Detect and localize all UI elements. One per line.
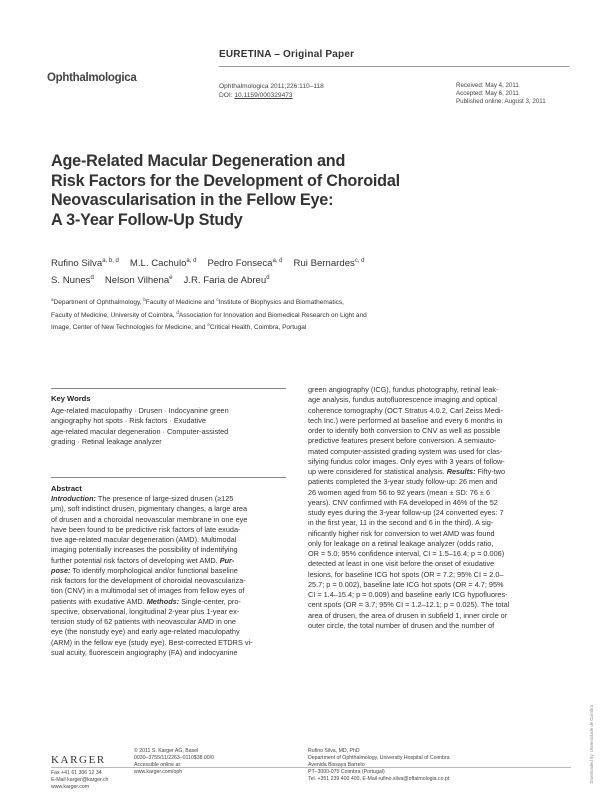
- keywords-bottom-rule: [51, 477, 286, 478]
- abstract-line: study eyes during the 3-year follow-up (24 converted eyes: 7: [308, 508, 504, 517]
- publisher-contact: [51, 770, 108, 791]
- download-note: Downloaded by: Universidade de Coimbra: [589, 705, 594, 784]
- keywords-line: age-related macular degeneration · Computer-assisted: [51, 426, 229, 436]
- issn-line: 0030–3755/11/2263–0110$38.00/0: [134, 755, 215, 762]
- author: Nelson Vilhena$^e$: [104, 275, 173, 287]
- abstract-line: (ARM) in the fellow eye (study eye). Best-corrected ETDRS vi-: [51, 637, 253, 647]
- author: Rufino Silva$^{a, b, d}$: [51, 258, 119, 270]
- abstract-line: CI = 1.4–15.4; p = 0.009) and baseline early ICG hypofluores-: [308, 590, 508, 599]
- abstract-line: imaging potentially increases the possibility of indentifying: [51, 545, 238, 555]
- contact-dept: Department of Ophthalmology, University Hospital of Coimbra: [308, 755, 450, 762]
- abstract-line: only for leakage on a retinal leakage analyzer (odds ratio,: [308, 538, 494, 548]
- abstract-line: spective, observational, longitudinal 2-year plus 1-year ex-: [51, 606, 240, 616]
- abstract-line: have been found to be predictive risk factors of late exuda-: [51, 524, 241, 534]
- affiliation-line: Image, Center of New Technologies for Medicine, and $^e$Critical Health, Coimbra, Portugal: [51, 322, 307, 332]
- publisher-logo: KARGER: [51, 754, 106, 766]
- abstract-line: sual acuity, fluorescein angiography (FA) and indocyanine: [51, 647, 238, 657]
- affiliation-line: Faculty of Medicine, University of Coimbra, $^d$Association for Innovation and Biomedical Research on Light and: [51, 309, 367, 319]
- title-line: Risk Factors for the Development of Choroidal: [51, 171, 400, 190]
- author: S. Nunes$^d$: [51, 275, 94, 287]
- abstract-line: detected at least in one visit before the onset of exudative: [308, 559, 495, 569]
- affiliations: [51, 295, 571, 333]
- title-line: Neovascularisation in the Fellow Eye:: [51, 191, 334, 209]
- keywords-line: Age-related maculopathy · Drusen · Indocyanine green: [51, 406, 229, 415]
- abstract-line: further potential risk factors of developing wet AMD. Pur-: [51, 555, 235, 565]
- abstract-line: 25.7; p = 0.002), baseline late ICG hot spots (OR = 4.7; 95%: [308, 579, 504, 589]
- accessible-label: Accessible online at:: [134, 762, 182, 769]
- affiliation-line: $^a$Department of Ophthalmology, $^b$Faculty of Medicine and $^c$Institute of Biophysics and Biomathematics,: [51, 297, 344, 307]
- abstract-line: tion (CNV) in a multimodal set of images from fellow eyes of: [51, 586, 245, 596]
- abstract-line: 26 women aged from 56 to 92 years (mean ± SD: 76 ± 6: [308, 487, 491, 497]
- abstract-line: risk factors for the development of choroidal neovasculariza-: [51, 576, 246, 585]
- copyright-block: [134, 748, 214, 776]
- contact-name: Rufino Silva, MD, PhD: [308, 748, 360, 754]
- abstract-line: years). CNV confirmed with FA developed in 46% of the 52: [308, 497, 498, 507]
- abstract-line: up were considered for statistical analysis. Results: Fifty-two: [308, 467, 506, 476]
- citation: Ophthalmologica 2011;226:110–118: [219, 83, 324, 90]
- author: Pedro Fonseca$^{a, d}$: [207, 258, 283, 270]
- fax-line: Fax +41 61 306 12 34: [51, 770, 102, 776]
- abstract-line: predictive features present before conversion. A semiauto-: [308, 436, 497, 446]
- abstract-line: Introduction: The presence of large-sized drusen (≥125: [51, 494, 234, 503]
- abstract-line: pose: To identify morphological and/or functional baseline: [51, 565, 238, 575]
- accepted-date: Accepted: May 6, 2011: [456, 90, 519, 97]
- abstract-line: OR = 5.0; 95% confidence interval, CI = 1.5–16.4; p = 0.006): [308, 549, 505, 558]
- contact-city: PT–3000-075 Coimbra (Portugal): [308, 769, 385, 776]
- abstract-line: tive age-related macular degeneration (AMD). Multimodal: [51, 535, 237, 544]
- author: J.R. Faria de Abreu$^d$: [183, 275, 270, 287]
- abstract-line: patients completed the 3-year study follow-up: 26 men and: [308, 477, 498, 487]
- copyright-line: © 2011 S. Karger AG, Basel: [134, 748, 199, 754]
- abstract-line: nificantly higher risk for conversion to wet AMD was found: [308, 528, 495, 538]
- keywords-top-rule: [51, 388, 286, 389]
- correspondence-block: [308, 748, 449, 783]
- author-list: [51, 254, 571, 288]
- author-line: [51, 254, 571, 271]
- abstract-line: age analysis, fundus autofluorescence imaging and optical: [308, 395, 498, 405]
- paper-title: [51, 152, 571, 230]
- journal-url[interactable]: www.karger.com/oph: [134, 769, 183, 776]
- author: Rui Bernardes$^{c, d}$: [293, 258, 365, 270]
- published-date: Published online: August 3, 2011: [456, 98, 546, 105]
- keywords-heading: Key Words: [51, 394, 91, 403]
- received-date: Received: May 4, 2011: [456, 82, 519, 89]
- abstract-line: tech Inc.) were performed at baseline and every 6 months in: [308, 415, 503, 425]
- author: M.L. Cachulo$^{a, d}$: [129, 258, 197, 270]
- contact-phone-email[interactable]: Tel. +351 239 400 400, E-Mail rufino.silva@oftalmologia.co.pt: [308, 776, 450, 783]
- abstract-heading: Abstract: [51, 484, 82, 493]
- journal-name: Ophthalmologica: [47, 72, 137, 84]
- abstract-line: of drusen and a choroidal neovascular membrane in one eye: [51, 514, 248, 524]
- header-rule: [219, 66, 569, 67]
- abstract-line: tension study of 62 patients with neovascular AMD in one: [51, 617, 236, 626]
- keywords-line: angiography hot spots · Risk factors · Exudative: [51, 416, 206, 426]
- abstract-right-column: [308, 385, 550, 631]
- abstract-line: area of drusen, the area of drusen in subfield 1, inner circle or: [308, 610, 508, 620]
- keywords-line: grading · Retinal leakage analyzer: [51, 436, 162, 446]
- contact-street: Avenida Bissaya Barreto: [308, 762, 365, 769]
- doi-line: DOI: 10.1159/000329473: [219, 92, 293, 99]
- abstract-line: eye (the nonstudy eye) and early age-related maculopathy: [51, 627, 240, 637]
- abstract-line: sifying fundus color images. Only eyes with 3 years of follow-: [308, 456, 505, 466]
- abstract-line: coherence tomography (OCT Stratus 4.0.2, Carl Zeiss Medi-: [308, 405, 503, 415]
- abstract-line: patients with exudative AMD. Methods: Single-center, pro-: [51, 596, 241, 606]
- abstract-line: outer circle, the total number of drusen and the number of: [308, 620, 495, 630]
- title-line: Age-Related Macular Degeneration and: [51, 152, 346, 170]
- abstract-line: lesions, for baseline ICG hot spots (OR = 7.2; 95% CI = 2.0–: [308, 569, 504, 579]
- abstract-line: green angiography (ICG), fundus photography, retinal leak-: [308, 385, 499, 394]
- section-label: EURETINA – Original Paper: [219, 49, 355, 60]
- author-line: [51, 271, 571, 288]
- keywords-list: [51, 406, 286, 447]
- abstract-line: order to identify both conversion to CNV as well as possible: [308, 426, 501, 435]
- citation-block: [219, 82, 324, 100]
- title-line: A 3-Year Follow-Up Study: [51, 210, 243, 229]
- doi-link[interactable]: 10.1159/000329473: [234, 92, 293, 99]
- abstract-line: in the first year, 11 in the second and 6 in the third). A sig-: [308, 518, 494, 528]
- website-line[interactable]: www.karger.com: [51, 784, 90, 791]
- abstract-line: mated computer-assisted grading system was used for clas-: [308, 446, 503, 456]
- abstract-line: cent spots (OR = 3.7; 95% CI = 1.2–12.1; p = 0.025). The total: [308, 600, 510, 610]
- abstract-line: μm), soft indistinct drusen, pigmentary changes, a large area: [51, 504, 248, 514]
- dates-block: [456, 82, 546, 106]
- abstract-left-column: [51, 494, 289, 658]
- email-line[interactable]: E-Mail karger@karger.ch: [51, 777, 109, 784]
